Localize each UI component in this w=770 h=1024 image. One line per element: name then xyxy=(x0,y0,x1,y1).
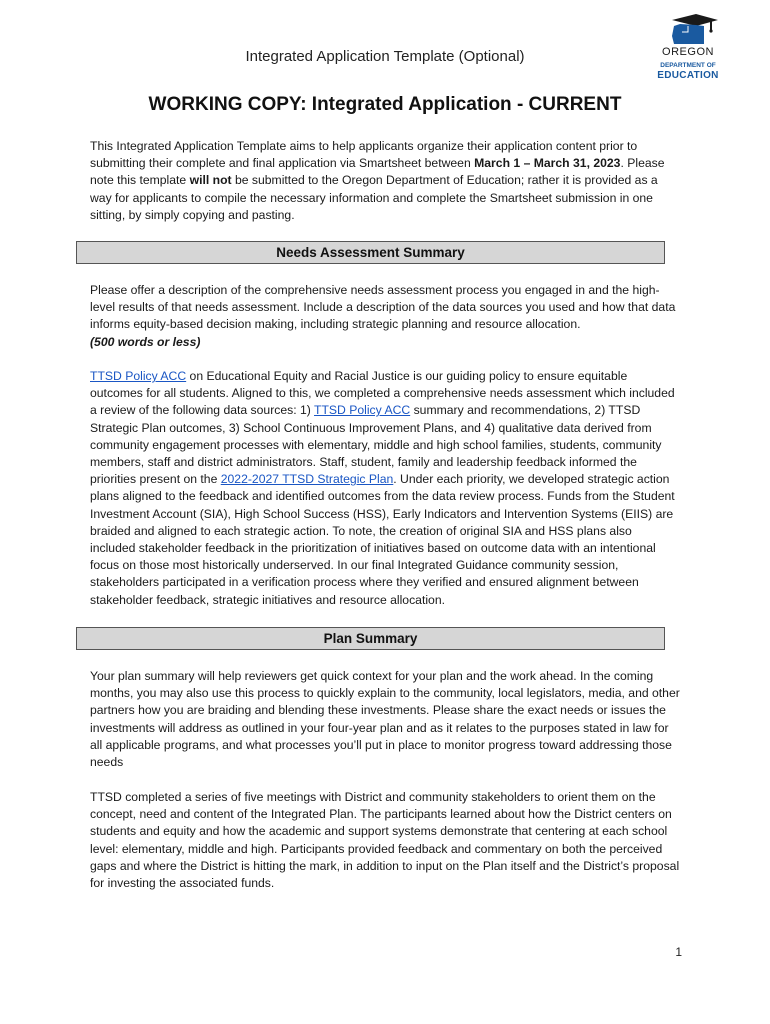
plan-summary-response: TTSD completed a series of five meetings with District and community stakeholders to orient them on the concept, need and content of the Integrated Plan. The participants learned about how the District centers on students and equity and how the academic and support systems demonstrate that centering at each school level: elementary, middle and high. Participants provided feedback and commentary on both the perceived gaps and where the District is hitting the mark, in addition to input on the Plan itself and the District’s proposal for investing the associated funds. xyxy=(90,790,680,891)
needs-assessment-prompt: Please offer a description of the comprehensive needs assessment process you engaged in and the high-level results of that needs assessment. Include a description of the data sources you used and how that data informs equity-based decision making, including strategic planning and resource allocation. (500 words or less) xyxy=(90,283,676,349)
header-title: Integrated Application Template (Optional) xyxy=(245,48,525,65)
needs-assessment-heading: Needs Assessment Summary xyxy=(76,241,665,264)
logo-oregon-text: OREGON xyxy=(662,46,714,58)
document-title: WORKING COPY: Integrated Application - CURRENT xyxy=(148,94,622,115)
logo-department-text: DEPARTMENT OF xyxy=(660,62,716,69)
intro-paragraph: This Integrated Application Template aims to help applicants organize their application content prior to submitting their complete and final application via Smartsheet between March 1 – March 31, 2023. Please note this template will not be submitted to the Oregon Department of Education; rather it is provided as a way for applicants to compile the necessary information and complete the Smartsheet submission in one sitting, by simply copying and pasting. xyxy=(90,139,665,222)
logo-education-text: EDUCATION xyxy=(657,70,719,81)
page-number: 1 xyxy=(675,945,682,959)
needs-assessment-response: TTSD Policy ACC on Educational Equity and Racial Justice is our guiding policy to ensure equitable outcomes for all students. Aligned to this, we completed a comprehensive needs assessment which included a review of the following data sources: 1) TTSD Policy ACC summary and recommendations, 2) TTSD Strategic Plan outcomes, 3) School Continuous Improvement Plans, and 4) qualitative data derived from community engagement processes with elementary, middle and high school families, students, community members, staff and district administrators. Staff, student, family and leadership feedback informed the priorities present on the 2022-2027 TTSD Strategic Plan. Under each priority, we developed strategic action plans aligned to the feedback and identified outcomes from the data review process. Funds from the Student Investment Account (SIA), High School Success (HSS), Early Indicators and Intervention Systems (EIIS) are braided and aligned to each strategic action. To note, the creation of original SIA and HSS plans also included stakeholder feedback in the prioritization of initiatives based on outcome data with an intentional focus on those most historically underserved. In our final Integrated Guidance community session, stakeholders participated in a verification process where they verified and ensured alignment between stakeholder feedback, strategic initiatives and resource allocation. xyxy=(90,369,675,607)
ttsd-policy-acc-link-2[interactable]: TTSD Policy ACC xyxy=(314,403,411,418)
plan-summary-heading: Plan Summary xyxy=(76,627,665,650)
plan-summary-prompt: Your plan summary will help reviewers get quick context for your plan and the work ahead. In the coming months, you may also use this process to quickly explain to the community, local legislators, media, and other partners how you are braiding and blending these investments. Please share the exact needs or issues the investments will address as outlined in your four-year plan and as it relates to the purposes stated in law for all applicable programs, and what processes you’ll put in place to monitor progress toward addressing those needs xyxy=(90,669,680,770)
ttsd-policy-acc-link[interactable]: TTSD Policy ACC xyxy=(90,369,187,383)
oregon-department-of-education-logo xyxy=(652,12,724,84)
strategic-plan-link[interactable]: 2022-2027 TTSD Strategic Plan xyxy=(220,472,394,487)
graduation-cap-icon xyxy=(652,12,724,48)
